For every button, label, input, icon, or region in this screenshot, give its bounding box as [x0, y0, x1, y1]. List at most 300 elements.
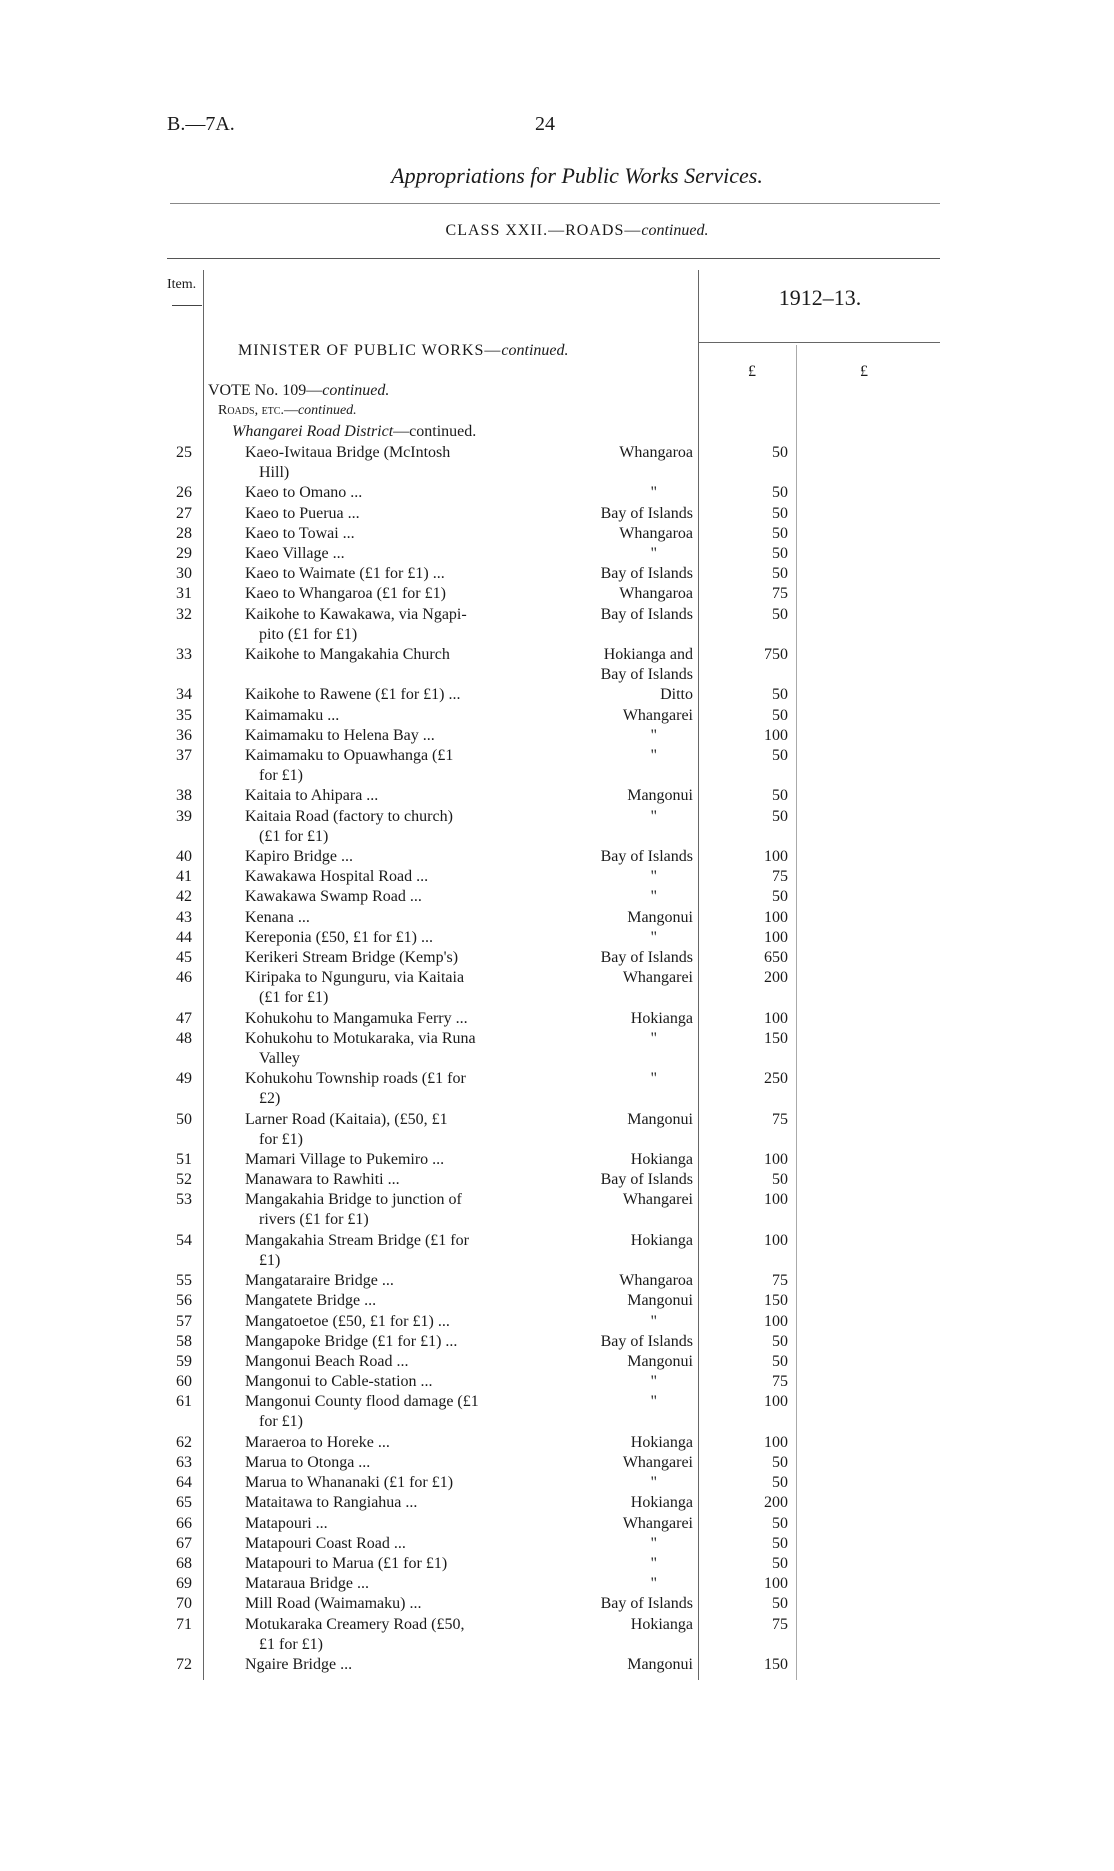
- amount: 150: [764, 1656, 788, 1673]
- county-district: [555, 1554, 693, 1574]
- item-description: [245, 1271, 595, 1291]
- county-district-line1: ": [650, 1555, 657, 1572]
- county-district: [555, 908, 693, 928]
- item-description: [245, 645, 595, 665]
- item-description-line1: Marua to Whananaki (£1 for £1): [245, 1474, 454, 1492]
- table-row: [0, 564, 1114, 584]
- county-district: [555, 1069, 693, 1089]
- item-number: 49: [176, 1070, 192, 1088]
- amount: 75: [772, 1615, 788, 1633]
- item-description: [245, 1332, 595, 1352]
- item-description: [245, 1150, 595, 1170]
- item-number: 33: [176, 646, 192, 663]
- item-description: [245, 968, 595, 1008]
- item-description-line1: Kaeo to Waimate (£1 for £1) ...: [245, 565, 445, 583]
- county-district: [555, 1231, 693, 1251]
- item-number: 25: [176, 444, 192, 461]
- county-district: [555, 1615, 693, 1635]
- table-row: [0, 847, 1114, 867]
- county-district-line1: Hokianga: [630, 1231, 693, 1249]
- item-description: [245, 1615, 595, 1655]
- county-district-line1: Mangonui: [627, 1656, 693, 1673]
- amount: 750: [764, 646, 788, 663]
- table-row: [0, 948, 1114, 968]
- class-heading: [0, 222, 1114, 240]
- county-district-line1: Hokianga: [630, 1615, 693, 1633]
- county-district-line1: ": [650, 1029, 657, 1047]
- item-description-line1: Kawakawa Swamp Road ...: [245, 888, 422, 906]
- minister-label: MINISTER OF PUBLIC WORKS—: [238, 342, 502, 359]
- amount: 50: [772, 888, 788, 906]
- item-description: [245, 786, 595, 806]
- county-district: [555, 786, 693, 806]
- table-row: [0, 1352, 1114, 1372]
- table-row: [0, 1655, 1114, 1675]
- table-row: [0, 1574, 1114, 1594]
- item-description-line1: Kaeo to Omano ...: [245, 484, 363, 502]
- county-district: [555, 645, 693, 685]
- table-row: [0, 1493, 1114, 1513]
- item-description: [245, 706, 595, 726]
- county-district-line1: ": [650, 1373, 657, 1391]
- county-district-line1: Bay of Islands: [600, 605, 693, 623]
- amount: 150: [764, 1292, 788, 1310]
- item-description-line1: Ngaire Bridge ...: [245, 1656, 353, 1673]
- item-description-line1: Kohukohu to Mangamuka Ferry ...: [245, 1009, 468, 1027]
- amount: 50: [772, 1353, 788, 1370]
- item-number: 72: [176, 1656, 192, 1673]
- item-number: 62: [176, 1433, 192, 1451]
- item-description-line2: pito (£1 for £1): [259, 625, 358, 643]
- amount: 50: [772, 1534, 788, 1552]
- item-number: 68: [176, 1555, 192, 1572]
- pound-symbol-1: £: [748, 363, 756, 380]
- item-description: [245, 807, 595, 847]
- county-district-line1: Bay of Islands: [600, 848, 693, 865]
- county-district: [555, 847, 693, 867]
- amount: 100: [764, 726, 788, 744]
- table-row: [0, 1150, 1114, 1170]
- item-description: [245, 1594, 595, 1614]
- amount: 50: [772, 444, 788, 461]
- county-district-line1: Mangonui: [627, 908, 693, 926]
- amount: 100: [764, 1575, 788, 1593]
- table-row: [0, 746, 1114, 786]
- class-heading-cont: continued.: [641, 222, 709, 239]
- county-district: [555, 564, 693, 584]
- county-district-line1: ": [650, 484, 657, 502]
- county-district: [555, 1150, 693, 1170]
- amount: 50: [772, 747, 788, 764]
- item-number: 56: [176, 1292, 192, 1310]
- item-description: [245, 908, 595, 928]
- amount: 50: [772, 1474, 788, 1492]
- county-district: [555, 443, 693, 463]
- county-district: [555, 968, 693, 988]
- item-description-line1: Kaeo to Whangaroa (£1 for £1): [245, 585, 446, 603]
- county-district-line1: Ditto: [660, 686, 693, 704]
- item-number: 27: [176, 504, 192, 522]
- year-column-header: 1912–13.: [778, 285, 862, 310]
- item-description-line2: £1 for £1): [259, 1635, 323, 1653]
- table-row: [0, 706, 1114, 726]
- table-row: [0, 887, 1114, 907]
- item-number: 53: [176, 1191, 192, 1209]
- table-row: [0, 1392, 1114, 1432]
- item-number: 29: [176, 545, 192, 562]
- amount: 200: [764, 969, 788, 987]
- item-description-line1: Mataitawa to Rangiahua ...: [245, 1494, 418, 1512]
- item-description: [245, 1291, 595, 1311]
- amount: 150: [764, 1029, 788, 1047]
- county-district: [555, 1372, 693, 1392]
- amount: 100: [764, 1312, 788, 1330]
- county-district-line1: Hokianga: [630, 1494, 693, 1512]
- county-district-line1: ": [650, 807, 657, 825]
- county-district-line1: Mangonui: [627, 1353, 693, 1370]
- amount: 50: [772, 605, 788, 623]
- amount: 50: [772, 787, 788, 805]
- amount: 50: [772, 706, 788, 724]
- item-description-line1: Mangonui Beach Road ...: [245, 1353, 409, 1370]
- county-district: [555, 1291, 693, 1311]
- item-description-line1: Motukaraka Creamery Road (£50,: [245, 1615, 465, 1633]
- item-description-line1: Matapouri ...: [245, 1514, 328, 1532]
- county-district: [555, 807, 693, 827]
- item-number: 38: [176, 787, 192, 805]
- title-rule: [170, 203, 940, 204]
- amount: 50: [772, 1454, 788, 1471]
- item-description-line1: Larner Road (Kaitaia), (£50, £1: [245, 1110, 448, 1128]
- amount: 50: [772, 565, 788, 583]
- county-district: [555, 867, 693, 887]
- county-district: [555, 1594, 693, 1614]
- county-district-line1: Bay of Islands: [600, 565, 693, 583]
- amount: 75: [772, 1110, 788, 1128]
- county-district-line1: ": [650, 1393, 657, 1411]
- amount: 100: [764, 1393, 788, 1411]
- county-district-line1: Whangarei: [622, 1514, 693, 1532]
- county-district: [555, 584, 693, 604]
- table-row: [0, 645, 1114, 685]
- county-district: [555, 887, 693, 907]
- item-description-line1: Mangonui County flood damage (£1: [245, 1393, 479, 1411]
- item-description: [245, 1352, 595, 1372]
- item-description: [245, 928, 595, 948]
- item-description-line1: Kaeo Village ...: [245, 545, 345, 562]
- county-district-line1: Bay of Islands: [600, 504, 693, 522]
- item-description-line1: Kohukohu Township roads (£1 for: [245, 1070, 466, 1088]
- item-description: [245, 443, 595, 483]
- item-number: 36: [176, 726, 192, 744]
- amount: 50: [772, 1514, 788, 1532]
- item-description-line2: Hill): [259, 464, 290, 481]
- amount: 50: [772, 484, 788, 502]
- item-description-line1: Kaitaia to Ahipara ...: [245, 787, 379, 805]
- item-description-line1: Marua to Otonga ...: [245, 1454, 371, 1471]
- amount: 50: [772, 545, 788, 562]
- county-district: [555, 1312, 693, 1332]
- county-district: [555, 1655, 693, 1675]
- item-description-line2: for £1): [259, 1413, 303, 1431]
- item-description: [245, 1312, 595, 1332]
- item-description-line1: Mataraua Bridge ...: [245, 1575, 369, 1593]
- vote-label: VOTE No. 109—: [208, 382, 323, 399]
- item-description: [245, 1655, 595, 1675]
- amount: 50: [772, 807, 788, 825]
- county-district: [555, 726, 693, 746]
- amount: 50: [772, 1555, 788, 1572]
- table-row: [0, 1554, 1114, 1574]
- item-description: [245, 1069, 595, 1109]
- item-description: [245, 1473, 595, 1493]
- county-district: [555, 706, 693, 726]
- item-description: [245, 1554, 595, 1574]
- item-description-line2: £2): [259, 1090, 281, 1108]
- document-reference: B.—7A.: [167, 113, 235, 135]
- district-label: Whangarei Road District: [232, 423, 394, 440]
- table-row: [0, 807, 1114, 847]
- county-district: [555, 928, 693, 948]
- item-description-line1: Kenana ...: [245, 908, 310, 926]
- amount: 75: [772, 868, 788, 886]
- county-district-line1: ": [650, 726, 657, 744]
- county-district: [555, 1190, 693, 1210]
- item-number: 55: [176, 1272, 192, 1290]
- item-number: 40: [176, 848, 192, 865]
- table-row: [0, 1433, 1114, 1453]
- item-number: 41: [176, 868, 192, 886]
- item-description-line1: Mangatoetoe (£50, £1 for £1) ...: [245, 1312, 450, 1330]
- table-row: [0, 1312, 1114, 1332]
- item-number: 34: [176, 686, 192, 704]
- item-number: 43: [176, 908, 192, 926]
- roads-heading: [218, 403, 357, 419]
- item-description: [245, 867, 595, 887]
- item-description-line2: for £1): [259, 767, 303, 784]
- item-description: [245, 1493, 595, 1513]
- item-description: [245, 564, 595, 584]
- item-description-line2: for £1): [259, 1130, 303, 1148]
- item-description: [245, 1433, 595, 1453]
- item-description: [245, 746, 595, 786]
- amount: 50: [772, 686, 788, 704]
- minister-heading: [238, 342, 569, 360]
- item-description-line1: Kereponia (£50, £1 for £1) ...: [245, 928, 433, 946]
- amount: 100: [764, 1191, 788, 1209]
- item-description: [245, 726, 595, 746]
- county-district-line1: ": [650, 1575, 657, 1593]
- county-district: [555, 1574, 693, 1594]
- item-description-line2: Valley: [259, 1049, 300, 1067]
- item-number: 51: [176, 1151, 192, 1168]
- county-district-line1: Whangarei: [622, 1191, 693, 1209]
- county-district-line1: Whangaroa: [619, 585, 693, 603]
- item-description-line2: (£1 for £1): [259, 827, 329, 845]
- table-row: [0, 1291, 1114, 1311]
- county-district-line1: Bay of Islands: [600, 1171, 693, 1189]
- table-row: [0, 1190, 1114, 1230]
- item-description-line2: rivers (£1 for £1): [259, 1211, 369, 1229]
- item-number: 35: [176, 706, 192, 724]
- vote-heading: [208, 382, 389, 400]
- item-description: [245, 1453, 595, 1473]
- pound-symbol-2: £: [860, 363, 868, 380]
- county-district-line1: Whangarei: [622, 706, 693, 724]
- item-description: [245, 1231, 595, 1271]
- item-description-line1: Matapouri Coast Road ...: [245, 1534, 406, 1552]
- amount: 50: [772, 504, 788, 522]
- item-number: 44: [176, 928, 192, 946]
- county-district-line1: ": [650, 1070, 657, 1088]
- item-description: [245, 1170, 595, 1190]
- table-row: [0, 605, 1114, 645]
- item-number: 48: [176, 1029, 192, 1047]
- county-district: [555, 1332, 693, 1352]
- county-district: [555, 1453, 693, 1473]
- table-row: [0, 1170, 1114, 1190]
- table-row: [0, 504, 1114, 524]
- county-district-line1: ": [650, 928, 657, 946]
- table-row: [0, 1029, 1114, 1069]
- amount: 50: [772, 1595, 788, 1613]
- item-description-line1: Kaimamaku to Opuawhanga (£1: [245, 747, 454, 764]
- item-number: 69: [176, 1575, 192, 1593]
- item-number: 39: [176, 807, 192, 825]
- county-district: [555, 1534, 693, 1554]
- county-district-line1: Bay of Islands: [600, 1332, 693, 1350]
- county-district: [555, 605, 693, 625]
- table-row: [0, 928, 1114, 948]
- table-row: [0, 1372, 1114, 1392]
- item-description-line1: Kerikeri Stream Bridge (Kemp's): [245, 949, 459, 966]
- county-district-line1: ": [650, 545, 657, 562]
- county-district-line1: ": [650, 888, 657, 906]
- page-title: Appropriations for Public Works Services.: [391, 163, 763, 188]
- item-description: [245, 1009, 595, 1029]
- county-district-line2: Bay of Islands: [600, 666, 693, 683]
- item-number: 45: [176, 949, 192, 966]
- county-district: [555, 1170, 693, 1190]
- item-description-line1: Kaimamaku to Helena Bay ...: [245, 726, 435, 744]
- item-number: 32: [176, 605, 192, 623]
- roads-cont: continued.: [297, 403, 357, 418]
- county-district-line1: Bay of Islands: [600, 949, 693, 966]
- item-number: 65: [176, 1494, 192, 1512]
- item-description: [245, 1514, 595, 1534]
- county-district: [555, 544, 693, 564]
- item-description: [245, 1574, 595, 1594]
- class-heading-main: CLASS XXII.—ROADS—: [445, 222, 642, 239]
- item-description: [245, 584, 595, 604]
- item-description-line1: Kaeo to Puerua ...: [245, 504, 360, 522]
- item-description-line1: Mangatete Bridge ...: [245, 1292, 377, 1310]
- item-number: 64: [176, 1474, 192, 1492]
- table-row: [0, 584, 1114, 604]
- minister-cont: continued.: [501, 342, 569, 359]
- item-number: 58: [176, 1332, 192, 1350]
- item-description-line1: Mill Road (Waimamaku) ...: [245, 1595, 422, 1613]
- item-description: [245, 887, 595, 907]
- item-number: 66: [176, 1514, 192, 1532]
- table-row: [0, 1110, 1114, 1150]
- item-column-header: Item.: [167, 277, 197, 292]
- amount: 50: [772, 524, 788, 542]
- item-description-line1: Mangapoke Bridge (£1 for £1) ...: [245, 1332, 458, 1350]
- item-number: 71: [176, 1615, 192, 1633]
- item-description-line1: Kapiro Bridge ...: [245, 848, 353, 865]
- item-number: 60: [176, 1373, 192, 1391]
- table-row: [0, 908, 1114, 928]
- year-header-rule: [698, 342, 940, 343]
- amount: 100: [764, 1433, 788, 1451]
- county-district: [555, 1514, 693, 1534]
- county-district: [555, 1433, 693, 1453]
- item-number: 28: [176, 524, 192, 542]
- county-district-line1: Hokianga and: [603, 646, 693, 663]
- county-district: [555, 1392, 693, 1412]
- table-row: [0, 1009, 1114, 1029]
- item-description-line1: Kohukohu to Motukaraka, via Runa: [245, 1029, 476, 1047]
- amount: 100: [764, 1231, 788, 1249]
- item-number: 30: [176, 565, 192, 583]
- district-heading: [232, 423, 476, 441]
- amount: 100: [764, 1009, 788, 1027]
- item-number: 61: [176, 1393, 192, 1411]
- item-description: [245, 1190, 595, 1230]
- item-description-line1: Kaimamaku ...: [245, 706, 340, 724]
- item-number: 46: [176, 969, 192, 987]
- item-description: [245, 847, 595, 867]
- county-district-line1: Whangarei: [622, 1454, 693, 1471]
- item-description-line1: Manawara to Rawhiti ...: [245, 1171, 400, 1189]
- item-number: 59: [176, 1353, 192, 1370]
- county-district-line1: Hokianga: [630, 1433, 693, 1451]
- county-district: [555, 1009, 693, 1029]
- item-description-line1: Kaikohe to Rawene (£1 for £1) ...: [245, 686, 461, 704]
- amount: 100: [764, 848, 788, 865]
- amount: 100: [764, 908, 788, 926]
- table-row: [0, 483, 1114, 503]
- item-description-line1: Kawakawa Hospital Road ...: [245, 868, 429, 886]
- county-district-line1: Hokianga: [630, 1009, 693, 1027]
- item-number: 37: [176, 747, 192, 764]
- table-row: [0, 726, 1114, 746]
- table-row: [0, 544, 1114, 564]
- table-row: [0, 1231, 1114, 1271]
- amount: 200: [764, 1494, 788, 1512]
- table-row: [0, 1615, 1114, 1655]
- table-row: [0, 685, 1114, 705]
- item-description: [245, 544, 595, 564]
- county-district: [555, 1473, 693, 1493]
- item-number: 52: [176, 1171, 192, 1189]
- county-district: [555, 504, 693, 524]
- vote-cont: continued.: [322, 382, 390, 399]
- county-district: [555, 948, 693, 968]
- item-description: [245, 948, 595, 968]
- county-district-line1: Whangaroa: [619, 1272, 693, 1290]
- item-description: [245, 1392, 595, 1432]
- county-district-line1: Hokianga: [630, 1151, 693, 1168]
- county-district-line1: Mangonui: [627, 787, 693, 805]
- county-district: [555, 746, 693, 766]
- item-description-line2: (£1 for £1): [259, 989, 329, 1007]
- item-number: 42: [176, 888, 192, 906]
- county-district-line1: ": [650, 1534, 657, 1552]
- county-district-line1: Bay of Islands: [600, 1595, 693, 1613]
- table-row: [0, 1534, 1114, 1554]
